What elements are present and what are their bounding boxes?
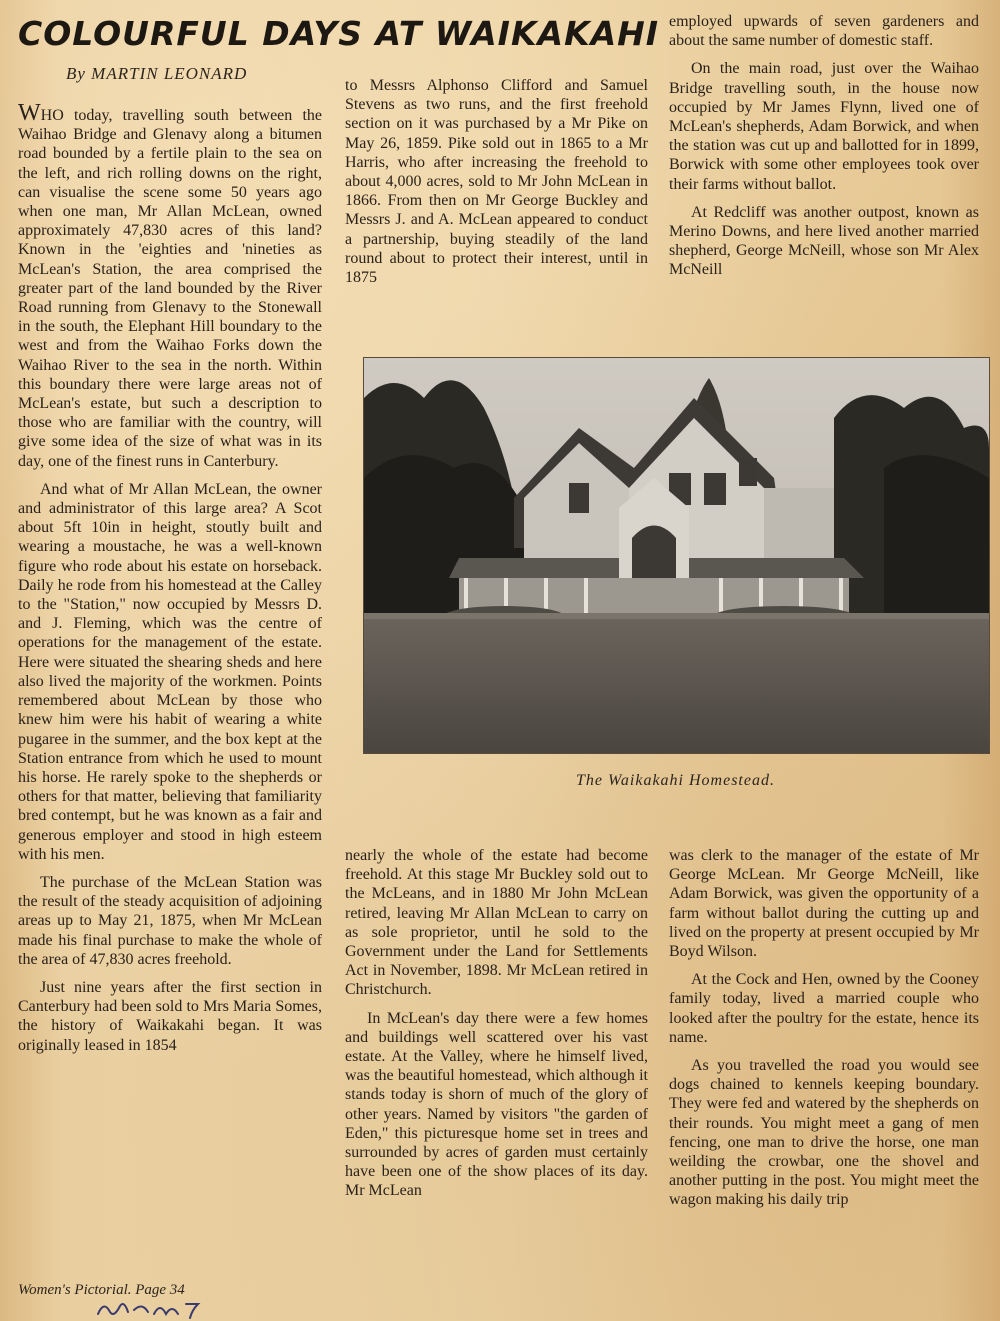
paragraph: In McLean's day there were a few homes and buildings well scattered over his vast estate. At the Valley, where he himself lived, was the beautiful homestead, which although it stands today is shorn of much of the glory of other years. Named by visitors "the garden of Eden," this picturesque home set in trees and surrounded by acres of garden must certainly have been one of the show places of its day. Mr McLean — [345, 1009, 648, 1200]
photo-caption: The Waikakahi Homestead. — [576, 772, 775, 789]
article-column-3-top — [669, 12, 979, 342]
paragraph: nearly the whole of the estate had become freehold. At this stage Mr Buckley sold out to the McLeans, and in 1880 Mr John McLean retired, leaving Mr Allan McLean to carry on as sole proprietor, until he sold to the Government under the Land for Settlements Act in November, 1898. Mr McLean retired in Christchurch. — [345, 847, 648, 999]
paragraph-intro — [18, 104, 322, 471]
paragraph: And what of Mr Allan McLean, the owner and administrator of this large area? A Scot about 5ft 10in in height, stoutly built and wearing a moustache, he was a well-known figure who rode about his estate on horseback. Daily he rode from his homestead at the Calley to the "Station," now occupied by Messrs D. and J. Fleming, which was the centre of operations for the management of the estate. Here were situated the shearing sheds and here also lived the majority of the workmen. Points remembered about McLean by those who knew him were his habit of wearing a white pugaree in the summer, and the box kept at the Station entrance from which he used to mount his horse. He rarely spoke to the shepherds or others for that matter, believing that familiarity bred contempt, but he was known as a fair and generous employer and stood in high esteem with his men. — [18, 480, 322, 863]
homestead-illustration — [364, 358, 989, 753]
drop-cap: W — [18, 104, 41, 126]
article-column-2-top — [345, 76, 648, 316]
article-column-2-bottom — [345, 846, 648, 1266]
paragraph: Just nine years after the first section in Canterbury had been sold to Mrs Maria Somes, the history of Waikakahi began. It was originally leased in 1854 — [18, 978, 322, 1054]
headline: COLOURFUL DAYS AT WAIKAKAHI — [18, 14, 660, 53]
paragraph: was clerk to the manager of the estate of Mr George McLean. Mr George McNeill, like Adam Borwick, was given the opportunity of a farm without ballot during the cutting up and lived on the property at present occupied by Mr Boyd Wilson. — [669, 847, 979, 961]
paragraph: On the main road, just over the Waihao Bridge travelling south, in the house now occupied by Mr James Flynn, lived one of McLean's shepherds, Adam Borwick, and when the station was cut up and ballotted for in 1899, Borwick with some other employees took over their farms without ballot. — [669, 60, 979, 193]
paragraph: At the Cock and Hen, owned by the Cooney family today, lived a married couple who looked after the poultry for the estate, hence its name. — [669, 971, 979, 1046]
article-column-1 — [18, 104, 322, 1254]
handwritten-annotation — [94, 1296, 234, 1320]
intro-text: HO today, travelling south between the Waihao Bridge and Glenavy along a bitumen road bounded by a fertile plain to the sea on the left, and rich rolling downs on the right, can visualise the scene some 50 years ago when one man, Mr Allan McLean, owned approximately 47,830 acres of this land? Known in the 'eighties and 'nineties as McLean's Station, the area comprised the greater part of the land bounded by the River Road running from Glenavy to the Stonewall in the south, the Elephant Hill boundary to the west and from the Waihao Forks down the Waihao River to the sea in the north. Within this boundary there were large areas not of McLean's estate, but such a description to those who are familiar with the country, will give some idea of the size of what was in its day, one of the finest runs in Canterbury. — [18, 107, 322, 470]
paragraph: employed upwards of seven gardeners and about the same number of domestic staff. — [669, 13, 979, 50]
page-footer: Women's Pictorial. Page 34 — [18, 1282, 185, 1298]
homestead-photo — [363, 357, 990, 754]
paragraph: to Messrs Alphonso Clifford and Samuel Stevens as two runs, and the first freehold section on it was purchased by a Mr Pike on May 26, 1859. Pike sold out in 1865 to a Mr Harris, who after increasing the freehold to about 4,000 acres, sold to Mr John McLean in 1866. From then on Mr George Buckley and Messrs J. and A. McLean appeared to conduct a partnership, buying steadily of the land round about to protect their interest, until in 1875 — [345, 77, 648, 287]
paragraph: As you travelled the road you would see dogs chained to kennels keeping boundary. They were fed and watered by the shepherds on their rounds. You might meet a gang of men fencing, one man to drive the horse, one man weilding the crowbar, one the shovel and another putting in the post. You might meet the wagon making his daily trip — [669, 1057, 979, 1209]
byline: By MARTIN LEONARD — [66, 64, 248, 83]
paragraph: The purchase of the McLean Station was the result of the steady acquisition of adjoining areas up to May 21, 1875, when Mr McLean made his final purchase to make the whole of the area of 47,830 acres freehold. — [18, 873, 322, 968]
article-column-3-bottom — [669, 846, 979, 1266]
paragraph: At Redcliff was another outpost, known as Merino Downs, and here lived another married shepherd, George McNeill, whose son Mr Alex McNeill — [669, 203, 979, 279]
